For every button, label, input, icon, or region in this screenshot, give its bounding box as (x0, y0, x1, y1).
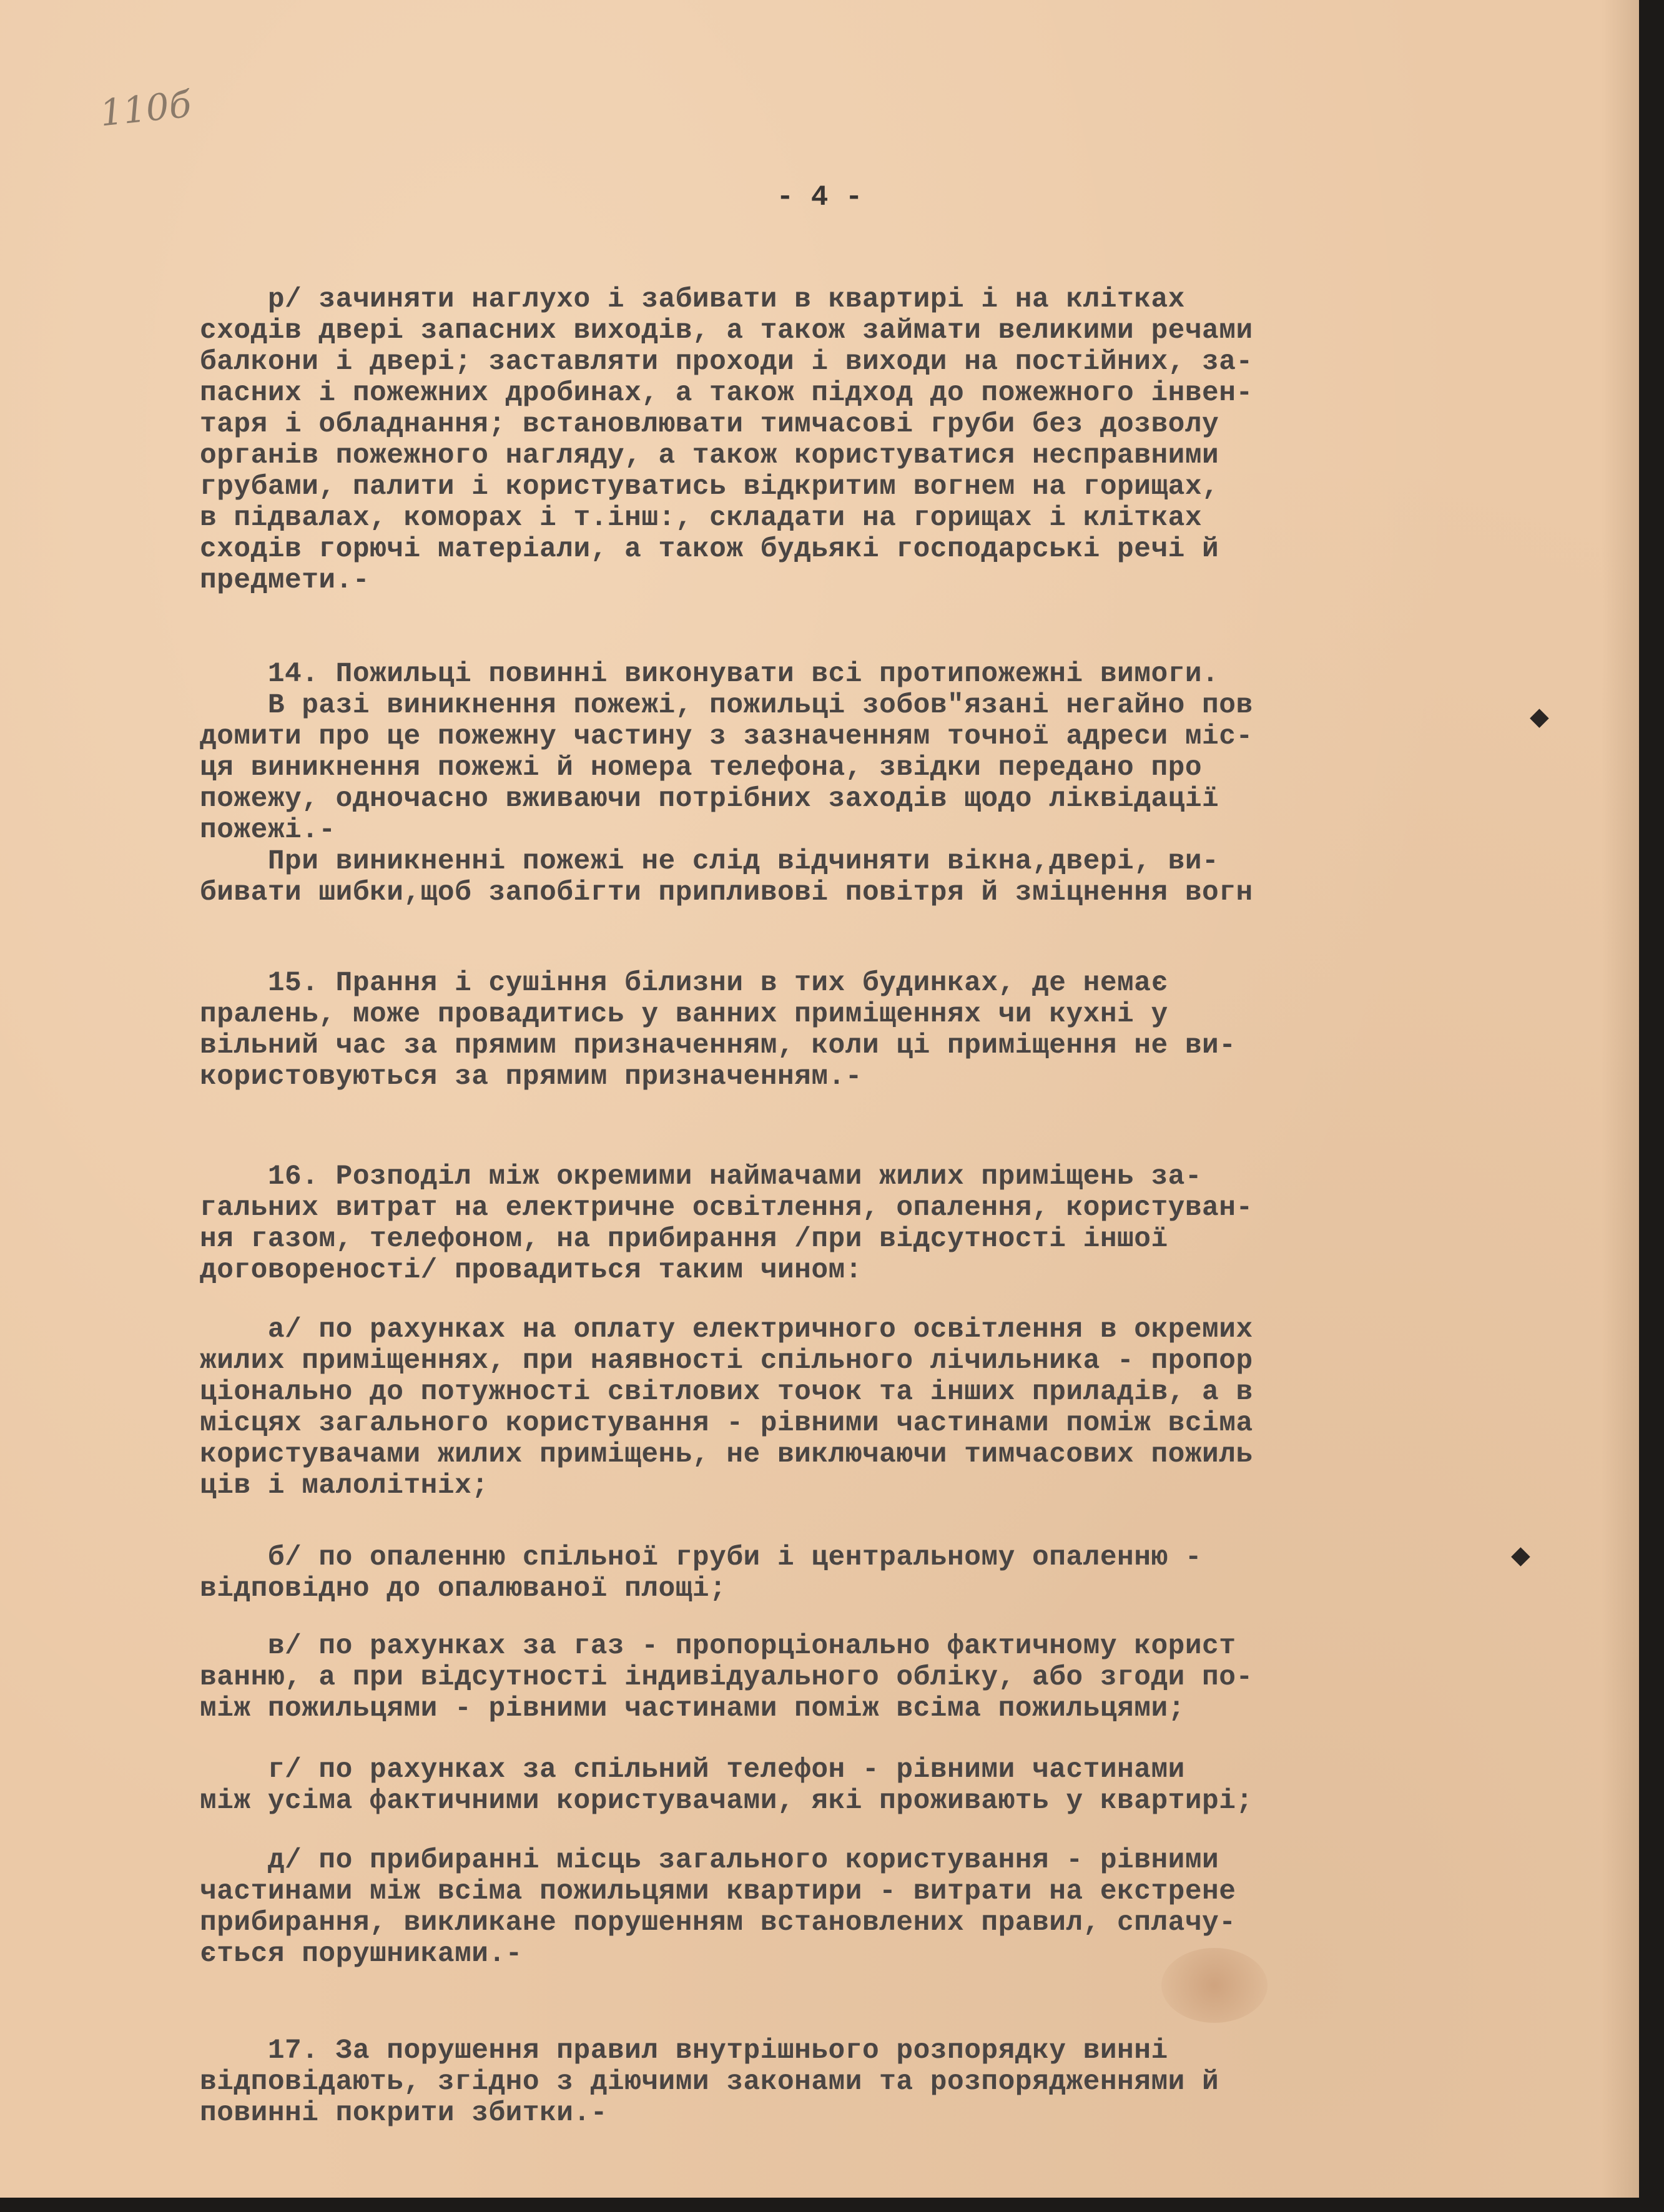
archive-number: 110б (97, 82, 194, 135)
text-line: користувачами жилих приміщень, не виключаючи тимчасових пожиль (200, 1439, 1253, 1470)
text-line: д/ по прибиранні місць загального користування - рівними (200, 1845, 1219, 1876)
text-line: органів пожежного нагляду, а також користуватися несправними (200, 440, 1219, 471)
text-line: в/ по рахунках за газ - пропорціонально фактичному корист (200, 1631, 1236, 1662)
paragraph-r (200, 284, 1499, 596)
text-line: 15. Прання і сушіння білизни в тих будинках, де немає (200, 968, 1168, 999)
text-line: 17. За порушення правил внутрішнього розпорядку винні (200, 2035, 1168, 2067)
text-line: а/ по рахунках на оплату електричного освітлення в окремих (200, 1314, 1253, 1345)
text-line: ванню, а при відсутності індивідуального обліку, або згоди по- (200, 1662, 1253, 1693)
text-line: між усіма фактичними користувачами, які проживають у квартирі; (200, 1786, 1253, 1817)
text-line: ється порушниками.- (200, 1939, 523, 1970)
text-line: жилих приміщеннях, при наявності спільного лічильника - пропор (200, 1345, 1253, 1377)
text-line: р/ зачиняти наглухо і забивати в квартирі і на клітках (200, 284, 1185, 315)
text-line: пасних і пожежних дробинах, а також підход до пожежного інвен- (200, 378, 1253, 409)
text-line: повинні покрити збитки.- (200, 2098, 608, 2129)
text-line: грубами, палити і користуватись відкритим вогнем на горищах, (200, 471, 1219, 503)
paragraph-16-b (200, 1542, 1499, 1605)
paragraph-15 (200, 968, 1499, 1093)
text-line: В разі виникнення пожежі, пожильці зобов"язані негайно пов (200, 690, 1253, 721)
text-line: таря і обладнання; встановлювати тимчасові груби без дозволу (200, 409, 1219, 440)
text-line: користовуються за прямим призначенням.- (200, 1061, 862, 1093)
text-line: пожежі.- (200, 815, 336, 846)
text-line: прибирання, викликане порушенням встановлених правил, сплачу- (200, 1907, 1236, 1939)
text-line: 16. Розподіл між окремими наймачами жилих приміщень за- (200, 1161, 1203, 1192)
paragraph-16-v (200, 1631, 1499, 1724)
text-line: ців і малолітніх; (200, 1470, 489, 1502)
paragraph-17 (200, 2035, 1499, 2129)
text-line: вільний час за прямим призначенням, коли ці приміщення не ви- (200, 1030, 1236, 1061)
text-line: домити про це пожежну частину з зазначенням точної адреси міс- (200, 721, 1253, 752)
text-line: бивати шибки,щоб запобігти припливові повітря й зміцнення вогн (200, 877, 1253, 908)
text-line: частинами між всіма пожильцями квартири - витрати на екстрене (200, 1876, 1236, 1907)
text-line: б/ по опаленню спільної груби і центральному опаленню - (200, 1542, 1203, 1573)
paragraph-16-a (200, 1314, 1499, 1502)
text-line: відповідають, згідно з діючими законами та розпорядженнями й (200, 2067, 1219, 2098)
page-edge-shadow (1602, 0, 1639, 2198)
text-line: між пожильцями - рівними частинами поміж всіма пожильцями; (200, 1693, 1185, 1724)
text-line: 14. Пожильці повинні виконувати всі протипожежні вимоги. (200, 659, 1219, 690)
paragraph-16-d (200, 1845, 1499, 1970)
text-line: договореності/ провадиться таким чином: (200, 1255, 862, 1286)
text-line: При виникненні пожежі не слід відчиняти вікна,двері, ви- (200, 846, 1219, 877)
paragraph-16 (200, 1161, 1499, 1286)
text-line: ціонально до потужності світлових точок та інших приладів, а в (200, 1377, 1253, 1408)
text-line: предмети.- (200, 565, 370, 596)
text-line: пожежу, одночасно вживаючи потрібних заходів щодо ліквідації (200, 784, 1219, 815)
text-line: сходів двері запасних виходів, а також займати великими речами (200, 315, 1253, 347)
text-line: балкони і двері; заставляти проходи і виходи на постійних, за- (200, 347, 1253, 378)
paragraph-14 (200, 659, 1499, 908)
text-line: відповідно до опалюваної площі; (200, 1573, 727, 1605)
punch-hole-mark: ◆ (1530, 702, 1549, 731)
text-line: в підвалах, коморах і т.інш:, складати на горищах і клітках (200, 503, 1203, 534)
text-line: ця виникнення пожежі й номера телефона, звідки передано про (200, 752, 1203, 784)
paragraph-16-g (200, 1754, 1499, 1817)
text-line: сходів горючі матеріали, а також будьякі господарські речі й (200, 534, 1219, 565)
text-line: пралень, може провадитись у ванних приміщеннях чи кухні у (200, 999, 1168, 1030)
punch-hole-mark: ◆ (1511, 1541, 1530, 1570)
text-line: гальних витрат на електричне освітлення, опалення, користуван- (200, 1192, 1253, 1224)
page-number: - 4 - (776, 181, 863, 214)
text-line: місцях загального користування - рівними частинами поміж всіма (200, 1408, 1253, 1439)
text-line: г/ по рахунках за спільний телефон - рівними частинами (200, 1754, 1185, 1786)
text-line: ня газом, телефоном, на прибирання /при відсутності іншої (200, 1224, 1168, 1255)
